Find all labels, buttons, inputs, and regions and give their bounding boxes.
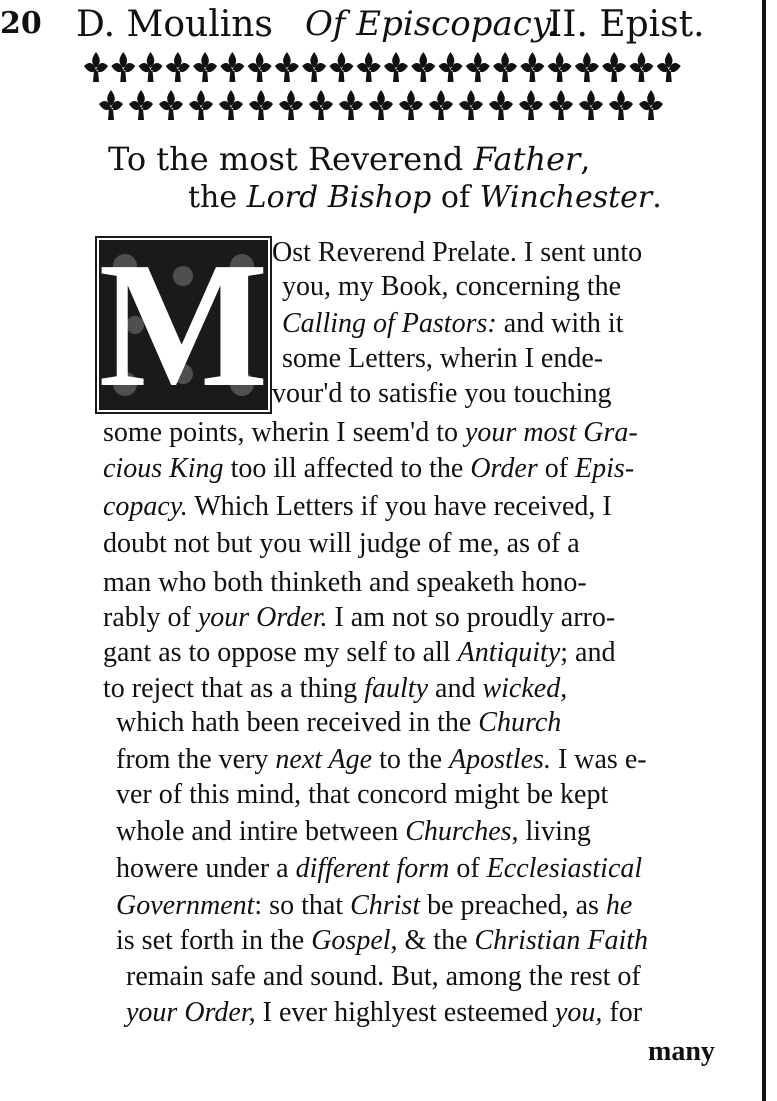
text-run: which hath been received in the bbox=[116, 707, 479, 738]
italic-run: you, bbox=[554, 997, 603, 1028]
fleuron-icon bbox=[411, 52, 435, 82]
italic-run: Church bbox=[478, 707, 562, 738]
text-run: to the bbox=[372, 744, 450, 775]
text-run: rably of bbox=[103, 602, 198, 633]
fleuron-icon bbox=[493, 52, 517, 82]
fleuron-icon bbox=[249, 90, 273, 120]
fleuron-icon bbox=[111, 52, 135, 82]
fleuron-icon bbox=[549, 90, 573, 120]
text-run: gant as to oppose my self to all bbox=[103, 637, 458, 668]
italic-run: Ecclesiastical bbox=[486, 853, 643, 884]
fleuron-icon bbox=[129, 90, 153, 120]
text-run: man who both thinketh and speaketh hono- bbox=[103, 567, 587, 598]
dropcap-letter: M bbox=[98, 225, 269, 424]
text-run: and bbox=[428, 673, 483, 704]
fleuron-icon bbox=[279, 90, 303, 120]
fleuron-icon bbox=[220, 52, 244, 82]
italic-run: Epis- bbox=[575, 453, 635, 484]
running-author: D. Moulins bbox=[76, 4, 273, 45]
fleuron-icon bbox=[399, 90, 423, 120]
italic-run: faulty bbox=[364, 673, 429, 704]
text-line bbox=[116, 815, 591, 849]
text-line bbox=[116, 924, 648, 958]
text-line bbox=[116, 852, 642, 886]
text-run: , living bbox=[511, 816, 591, 847]
fleuron-icon bbox=[248, 52, 272, 82]
italic-run: Order bbox=[470, 453, 538, 484]
text-run: Which Letters if you have received, I bbox=[187, 491, 612, 522]
italic-run: next Age bbox=[275, 744, 373, 775]
fleuron-icon bbox=[489, 90, 513, 120]
italic-run: Government bbox=[116, 890, 255, 921]
text-run: ver of this mind, that concord might be kept bbox=[116, 779, 609, 810]
text-run: some points, wherin I seem'd to bbox=[103, 417, 465, 448]
fleuron-icon bbox=[575, 52, 599, 82]
text-run: doubt not but you will judge of me, as of a bbox=[103, 528, 580, 559]
fleuron-icon bbox=[166, 52, 190, 82]
text-line bbox=[272, 236, 642, 270]
fleuron-icon bbox=[629, 52, 653, 82]
fleuron-icon bbox=[459, 90, 483, 120]
fleuron-icon bbox=[139, 52, 163, 82]
fleuron-icon bbox=[639, 90, 663, 120]
text-run: I was e- bbox=[550, 744, 647, 775]
text-run: some Letters, wherin I ende- bbox=[282, 343, 604, 374]
text-line bbox=[103, 636, 615, 670]
text-line bbox=[103, 566, 587, 600]
italic-run: your most Gra- bbox=[465, 417, 638, 448]
text-line bbox=[103, 672, 567, 706]
text-run: , bbox=[560, 673, 568, 704]
italic-run: your Order. bbox=[197, 602, 328, 633]
text-line bbox=[282, 342, 603, 376]
fleuron-icon bbox=[384, 52, 408, 82]
text-run: be preached, as bbox=[420, 890, 606, 921]
text-run: too ill affected to the bbox=[223, 453, 471, 484]
text-run: I ever highlyest esteemed bbox=[255, 997, 555, 1028]
decorated-initial bbox=[95, 225, 272, 424]
text-run: remain safe and sound. But, among the rest of bbox=[126, 961, 641, 992]
italic-run: cious King bbox=[103, 453, 224, 484]
text-run: from the very bbox=[116, 744, 276, 775]
italic-run: different form bbox=[295, 853, 450, 884]
fleuron-ornament-band bbox=[84, 48, 686, 130]
italic-run: Calling of Pastors: bbox=[282, 308, 497, 339]
text-line bbox=[103, 490, 612, 524]
italic-run: wicked bbox=[482, 673, 561, 704]
text-run: , & the bbox=[390, 925, 475, 956]
catchword: many bbox=[648, 1036, 715, 1067]
text-line bbox=[282, 307, 623, 341]
text-line bbox=[126, 960, 641, 994]
text-run: Ost Reverend Prelate. I sent unto bbox=[272, 237, 643, 268]
text-line bbox=[103, 416, 638, 450]
text-line bbox=[103, 452, 634, 486]
running-header bbox=[0, 2, 760, 48]
italic-run: Churches bbox=[405, 816, 512, 847]
page-edge-rule bbox=[762, 0, 766, 1101]
fleuron-icon bbox=[466, 52, 490, 82]
text-run: whole and intire between bbox=[116, 816, 406, 847]
italic-run: Christian Faith bbox=[474, 925, 648, 956]
text-run: and with it bbox=[496, 308, 624, 339]
italic-run: your Order, bbox=[126, 997, 256, 1028]
fleuron-icon bbox=[84, 52, 108, 82]
fleuron-icon bbox=[602, 52, 626, 82]
fleuron-icon bbox=[357, 52, 381, 82]
text-line bbox=[126, 996, 642, 1030]
fleuron-icon bbox=[329, 52, 353, 82]
text-run: for bbox=[602, 997, 643, 1028]
text-run: howere under a bbox=[116, 853, 296, 884]
italic-run: Antiquity bbox=[457, 637, 561, 668]
fleuron-icon bbox=[429, 90, 453, 120]
italic-run: Gospel bbox=[311, 925, 391, 956]
text-run: of bbox=[449, 853, 487, 884]
fleuron-icon bbox=[275, 52, 299, 82]
italic-run: copacy. bbox=[103, 491, 188, 522]
text-line bbox=[103, 601, 615, 635]
text-line bbox=[116, 778, 608, 812]
dedication-heading-line1: To the most Reverend Father, bbox=[108, 140, 591, 178]
dedication-heading-line2: the Lord Bishop of Winchester. bbox=[188, 180, 662, 215]
text-run: you, my Book, concerning the bbox=[282, 271, 622, 302]
fleuron-icon bbox=[548, 52, 572, 82]
fleuron-icon bbox=[520, 52, 544, 82]
text-line bbox=[103, 527, 580, 561]
running-section: II. Epist. bbox=[548, 4, 705, 45]
italic-run: Christ bbox=[350, 890, 421, 921]
italic-run: he bbox=[605, 890, 633, 921]
text-run: ; and bbox=[560, 637, 616, 668]
fleuron-icon bbox=[309, 90, 333, 120]
text-run: is set forth in the bbox=[116, 925, 312, 956]
text-line bbox=[282, 270, 621, 304]
text-run: : so that bbox=[254, 890, 351, 921]
page-number: 20 bbox=[0, 6, 42, 41]
fleuron-icon bbox=[657, 52, 681, 82]
fleuron-icon bbox=[339, 90, 363, 120]
fleuron-icon bbox=[579, 90, 603, 120]
fleuron-icon bbox=[302, 52, 326, 82]
text-line bbox=[116, 889, 632, 923]
text-run: to reject that as a thing bbox=[103, 673, 365, 704]
fleuron-icon bbox=[609, 90, 633, 120]
fleuron-icon bbox=[219, 90, 243, 120]
italic-run: Apostles. bbox=[449, 744, 551, 775]
fleuron-icon bbox=[439, 52, 463, 82]
text-run: of bbox=[537, 453, 576, 484]
text-line bbox=[272, 377, 611, 411]
text-line bbox=[116, 743, 647, 777]
text-line bbox=[116, 706, 561, 740]
fleuron-icon bbox=[519, 90, 543, 120]
running-title: Of Episcopacy. bbox=[305, 4, 558, 44]
text-run: vour'd to satisfie you touching bbox=[272, 378, 612, 409]
text-run: I am not so proudly arro- bbox=[327, 602, 616, 633]
fleuron-icon bbox=[159, 90, 183, 120]
fleuron-icon bbox=[193, 52, 217, 82]
fleuron-icon bbox=[99, 90, 123, 120]
fleuron-icon bbox=[369, 90, 393, 120]
fleuron-icon bbox=[189, 90, 213, 120]
